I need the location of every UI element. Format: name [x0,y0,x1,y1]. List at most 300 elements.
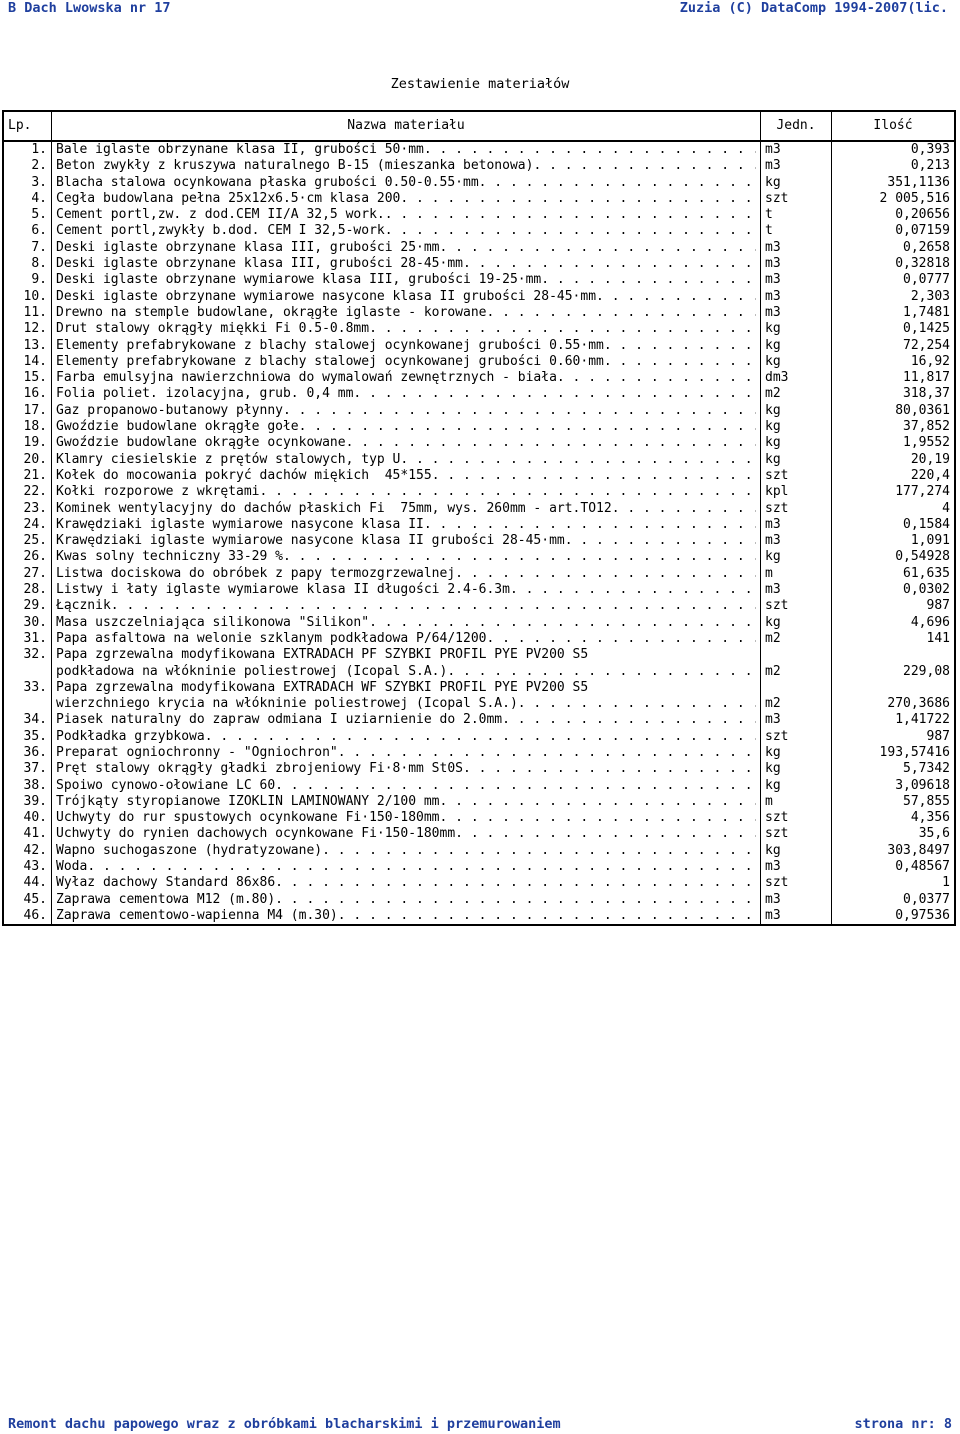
material-quantity: 0,32818 [832,256,956,272]
row-number: 27. [3,566,52,582]
material-unit: m [761,794,832,810]
material-quantity: 987 [832,729,956,745]
table-header-row [3,111,955,141]
material-name-line: Beton zwykły z kruszywa naturalnego B-15 (mieszanka betonowa) [56,158,534,174]
material-name-line: Masa uszczelniająca silikonowa "Silikon" [56,614,370,630]
material-name-line: Pręt stalowy okrągły gładki zbrojeniowy Fi·8·mm St0S [56,761,463,777]
material-name-line: Cegła budowlana pełna 25x12x6.5·cm klasa 200 [56,190,401,206]
material-quantity: 35,6 [832,826,956,842]
material-name-line: Gwoździe budowlane okrągłe ocynkowane [56,435,346,451]
material-name [52,305,761,321]
material-unit: szt [761,191,832,207]
material-quantity: 229,08 [832,647,956,680]
row-number: 21. [3,468,52,484]
material-quantity: 270,3686 [832,680,956,713]
leader-dots [455,826,756,842]
material-quantity: 0,97536 [832,908,956,925]
table-row [3,141,955,158]
material-name [52,794,761,810]
material-name [52,631,761,647]
material-name-line: Elementy prefabrykowane z blachy stalowej ocynkowanej grubości 0.60·mm [56,353,604,369]
material-name-line: Papa zgrzewalna modyfikowana EXTRADACH PF SZYBKI PROFIL PYE PV200 S5 [56,647,589,663]
material-quantity: 0,2658 [832,240,956,256]
material-name-line: Blacha stalowa ocynkowana płaska grubości 0.50-0.55·mm [56,174,479,190]
material-quantity: 318,37 [832,386,956,402]
material-name-line: Klamry ciesielskie z prętów stalowych, typ U [56,451,401,467]
material-name [52,745,761,761]
material-unit: szt [761,598,832,614]
table-row [3,745,955,761]
leader-dots [400,191,756,207]
material-name-line: Elementy prefabrykowane z blachy stalowej ocynkowanej grubości 0.55·mm [56,337,604,353]
leader-dots [447,664,756,680]
material-name [52,501,761,517]
leader-dots [353,386,756,402]
table-row [3,761,955,777]
material-name [52,826,761,842]
table-row [3,370,955,386]
material-name-line: Papa zgrzewalna modyfikowana EXTRADACH WF SZYBKI PROFIL PYE PV200 S5 [56,679,589,695]
row-number: 17. [3,403,52,419]
leader-dots [596,289,756,305]
material-quantity: 4,696 [832,615,956,631]
material-name [52,712,761,728]
material-name-line: Wyłaz dachowy Standard 86x86 [56,875,276,891]
material-quantity: 80,0361 [832,403,956,419]
material-unit: dm3 [761,370,832,386]
leader-dots [510,582,756,598]
row-number: 25. [3,533,52,549]
material-name-line: Deski iglaste obrzynane klasa III, grubości 28-45·mm [56,256,463,272]
table-row [3,582,955,598]
row-number: 39. [3,794,52,810]
table-row [3,435,955,451]
table-row [3,468,955,484]
material-name-line: Listwy i łaty iglaste wymiarowe klasa II długości 2.4-6.3m [56,582,510,598]
material-name [52,647,761,680]
material-unit: m3 [761,141,832,158]
material-name [52,810,761,826]
table-row [3,712,955,728]
leader-dots [565,533,756,549]
material-unit: szt [761,810,832,826]
table-row [3,647,955,680]
table-row [3,191,955,207]
leader-dots [486,305,756,321]
material-unit: kg [761,338,832,354]
leader-dots [502,712,756,728]
table-row [3,452,955,468]
row-number: 24. [3,517,52,533]
material-quantity: 351,1136 [832,175,956,191]
material-quantity: 16,92 [832,354,956,370]
material-name [52,484,761,500]
row-number: 44. [3,875,52,891]
material-name [52,859,761,875]
material-name-line: Krawędziaki iglaste wymiarowe nasycone klasa II grubości 28-45·mm [56,533,565,549]
row-number: 36. [3,745,52,761]
table-row [3,843,955,859]
material-name-line: Deski iglaste obrzynane klasa III, grubości 25·mm [56,239,440,255]
material-name-line: Gaz propanowo-butanowy płynny [56,402,283,418]
row-number: 1. [3,141,52,158]
material-unit: m2 [761,631,832,647]
material-name [52,452,761,468]
table-row [3,240,955,256]
table-row [3,778,955,794]
header-project-name: B Dach Lwowska nr 17 [8,0,171,16]
material-quantity: 4,356 [832,810,956,826]
column-header-lp: Lp. [3,111,52,141]
material-quantity: 220,4 [832,468,956,484]
row-number: 13. [3,338,52,354]
table-row [3,875,955,891]
table-row [3,615,955,631]
material-quantity: 0,0777 [832,272,956,288]
material-unit: m3 [761,272,832,288]
material-name-line: Deski iglaste obrzynane wymiarowe klasa III, grubości 19-25·mm [56,272,542,288]
material-quantity: 0,0377 [832,892,956,908]
table-row [3,321,955,337]
row-number: 4. [3,191,52,207]
material-name [52,778,761,794]
table-row [3,338,955,354]
material-quantity: 57,855 [832,794,956,810]
row-number: 28. [3,582,52,598]
row-number: 43. [3,859,52,875]
leader-dots [479,175,756,191]
material-unit: kg [761,452,832,468]
material-unit: m3 [761,892,832,908]
material-unit: kg [761,549,832,565]
material-name-line: Zaprawa cementowo-wapienna M4 (m.30) [56,907,338,923]
material-unit: kpl [761,484,832,500]
material-quantity: 1,7481 [832,305,956,321]
material-name-line: Deski iglaste obrzynane wymiarowe nasycone klasa II grubości 28-45·mm [56,288,597,304]
leader-dots [369,321,756,337]
table-row [3,680,955,713]
material-unit: kg [761,843,832,859]
material-unit: kg [761,175,832,191]
material-name-line: podkładowa na włókninie poliestrowej (Icopal S.A.) [56,663,448,679]
leader-dots [440,794,756,810]
material-unit: kg [761,745,832,761]
row-number: 6. [3,223,52,239]
material-unit: m3 [761,533,832,549]
material-unit: m [761,566,832,582]
row-number: 10. [3,289,52,305]
leader-dots [283,549,756,565]
material-quantity: 0,1425 [832,321,956,337]
table-row [3,517,955,533]
table-row [3,386,955,402]
row-number: 37. [3,761,52,777]
material-unit: kg [761,435,832,451]
material-name-line: Kołek do mocowania pokryć dachów miękich 45*155 [56,467,432,483]
material-quantity: 0,07159 [832,223,956,239]
leader-dots [260,484,757,500]
material-quantity: 0,393 [832,141,956,158]
material-name-line: Cement portl,zwykły b.dod. CEM I 32,5-work [56,223,385,239]
material-name-line: Drut stalowy okrągły miękki Fi 0.5-0.8mm [56,321,370,337]
leader-dots [463,256,756,272]
material-unit: kg [761,321,832,337]
table-row [3,598,955,614]
material-name-line: Drewno na stemple budowlane, okrągłe iglaste - korowane [56,304,487,320]
material-quantity: 193,57416 [832,745,956,761]
table-row [3,484,955,500]
row-number: 29. [3,598,52,614]
table-row [3,501,955,517]
leader-dots [275,875,756,891]
material-name [52,549,761,565]
row-number: 5. [3,207,52,223]
material-unit: kg [761,419,832,435]
material-name-line: Krawędziaki iglaste wymiarowe nasycone klasa II [56,516,424,532]
table-row [3,631,955,647]
page-header [8,0,948,18]
table-row [3,729,955,745]
material-quantity: 177,274 [832,484,956,500]
material-name-line: Folia poliet. izolacyjna, grub. 0,4 mm [56,386,354,402]
table-row [3,175,955,191]
material-name [52,370,761,386]
material-unit: t [761,223,832,239]
row-number: 26. [3,549,52,565]
table-row [3,794,955,810]
table-row [3,305,955,321]
leader-dots [338,908,756,924]
material-unit: m2 [761,680,832,713]
row-number: 30. [3,615,52,631]
table-row [3,533,955,549]
table-row [3,908,955,925]
material-name [52,598,761,614]
row-number: 16. [3,386,52,402]
table-row [3,207,955,223]
material-quantity: 0,1584 [832,517,956,533]
material-unit: m3 [761,256,832,272]
document-title: Zestawienie materiałów [390,76,570,92]
leader-dots [541,272,756,288]
material-unit: m3 [761,859,832,875]
leader-dots [612,501,756,517]
material-unit: m3 [761,158,832,174]
row-number: 19. [3,435,52,451]
material-name-line: Farba emulsyjna nawierzchniowa do wymalowań zewnętrznych - biała [56,370,557,386]
row-number: 35. [3,729,52,745]
leader-dots [385,207,756,223]
table-row [3,256,955,272]
leader-dots [275,892,756,908]
table-row [3,158,955,174]
row-number: 20. [3,452,52,468]
material-unit: m3 [761,582,832,598]
material-unit: m3 [761,240,832,256]
material-name-line: Uchwyty do rynien dachowych ocynkowane Fi·150-180mm [56,826,456,842]
material-quantity: 0,54928 [832,549,956,565]
row-number: 22. [3,484,52,500]
material-name [52,435,761,451]
material-quantity: 5,7342 [832,761,956,777]
material-name-line: wierzchniego krycia na włókninie poliestrowej (Icopal S.A.) [56,696,518,712]
leader-dots [385,223,756,239]
material-quantity: 1,091 [832,533,956,549]
leader-dots [338,745,756,761]
material-name-line: Piasek naturalny do zapraw odmiana I uziarnienie do 2.0mm [56,712,503,728]
material-name [52,615,761,631]
table-row [3,810,955,826]
material-name-line: Kwas solny techniczny 33-29 % [56,549,283,565]
row-number: 14. [3,354,52,370]
row-number: 3. [3,175,52,191]
material-quantity: 987 [832,598,956,614]
material-quantity: 0,213 [832,158,956,174]
material-quantity: 2 005,516 [832,191,956,207]
leader-dots [432,468,756,484]
material-unit: m2 [761,386,832,402]
material-quantity: 303,8497 [832,843,956,859]
material-name [52,141,761,158]
material-name [52,191,761,207]
material-unit: kg [761,615,832,631]
row-number: 38. [3,778,52,794]
material-unit: szt [761,501,832,517]
row-number: 34. [3,712,52,728]
material-name [52,419,761,435]
leader-dots [322,843,756,859]
table-row [3,892,955,908]
material-name-line: Łącznik [56,598,111,614]
material-name [52,338,761,354]
leader-dots [424,142,756,158]
material-unit: kg [761,354,832,370]
table-row [3,289,955,305]
column-header-name: Nazwa materiału [52,111,761,141]
footer-project-description: Remont dachu papowego wraz z obróbkami blacharskimi i przemurowaniem [8,1416,561,1432]
material-name-line: Papa asfaltowa na welonie szklanym podkładowa P/64/1200 [56,630,487,646]
material-quantity: 2,303 [832,289,956,305]
material-name [52,582,761,598]
material-name [52,158,761,174]
material-unit: szt [761,875,832,891]
leader-dots [283,403,756,419]
material-quantity: 11,817 [832,370,956,386]
table-row [3,566,955,582]
material-name [52,468,761,484]
material-quantity: 0,48567 [832,859,956,875]
row-number: 2. [3,158,52,174]
material-unit: m3 [761,289,832,305]
material-name [52,289,761,305]
material-name-line: Preparat ogniochronny - "Ogniochron" [56,744,338,760]
row-number: 23. [3,501,52,517]
leader-dots [369,615,756,631]
material-unit: m3 [761,517,832,533]
table-row [3,272,955,288]
table-row [3,419,955,435]
material-unit: m2 [761,647,832,680]
leader-dots [440,240,756,256]
material-name [52,729,761,745]
material-name-line: Listwa dociskowa do obróbek z papy termozgrzewalnej [56,565,456,581]
material-name [52,680,761,713]
table-row [3,549,955,565]
material-quantity: 1 [832,875,956,891]
material-unit: m3 [761,305,832,321]
material-name [52,566,761,582]
material-name-line: Trójkąty styropianowe IZOKLIN LAMINOWANY 2/100 mm [56,793,440,809]
row-number: 31. [3,631,52,647]
material-unit: m3 [761,712,832,728]
material-name [52,908,761,925]
material-name-line: Podkładka grzybkowa [56,728,205,744]
footer-page-number: strona nr: 8 [854,1416,952,1432]
material-name [52,386,761,402]
row-number: 11. [3,305,52,321]
leader-dots [111,598,756,614]
leader-dots [604,338,756,354]
table-row [3,859,955,875]
material-name [52,223,761,239]
leader-dots [275,778,756,794]
row-number: 32. [3,647,52,680]
leader-dots [486,631,756,647]
leader-dots [533,158,756,174]
row-number: 41. [3,826,52,842]
table-row [3,223,955,239]
materials-table [2,110,956,926]
leader-dots [604,354,756,370]
leader-dots [463,761,756,777]
table-row [3,403,955,419]
row-number: 45. [3,892,52,908]
leader-dots [424,517,756,533]
leader-dots [455,566,756,582]
material-name-line: Woda [56,859,88,875]
row-number: 33. [3,680,52,713]
material-unit: kg [761,403,832,419]
column-header-unit: Jedn. [761,111,832,141]
material-name [52,761,761,777]
material-unit: szt [761,468,832,484]
leader-dots [87,859,756,875]
material-name [52,875,761,891]
material-name [52,533,761,549]
material-unit: szt [761,729,832,745]
page-footer [8,1416,952,1434]
row-number: 8. [3,256,52,272]
material-name-line: Uchwyty do rur spustowych ocynkowane Fi·150-180mm [56,810,440,826]
column-header-quantity: Ilość [832,111,956,141]
material-quantity: 1,9552 [832,435,956,451]
material-name [52,321,761,337]
material-name-line: Gwoździe budowlane okrągłe gołe [56,419,299,435]
row-number: 15. [3,370,52,386]
material-name [52,207,761,223]
leader-dots [557,370,756,386]
material-quantity: 0,0302 [832,582,956,598]
material-quantity: 0,20656 [832,207,956,223]
material-name-line: Wapno suchogaszone (hydratyzowane) [56,842,323,858]
material-quantity: 4 [832,501,956,517]
material-quantity: 20,19 [832,452,956,468]
material-unit: kg [761,761,832,777]
material-name [52,272,761,288]
material-name [52,517,761,533]
table-row [3,354,955,370]
leader-dots [400,452,756,468]
